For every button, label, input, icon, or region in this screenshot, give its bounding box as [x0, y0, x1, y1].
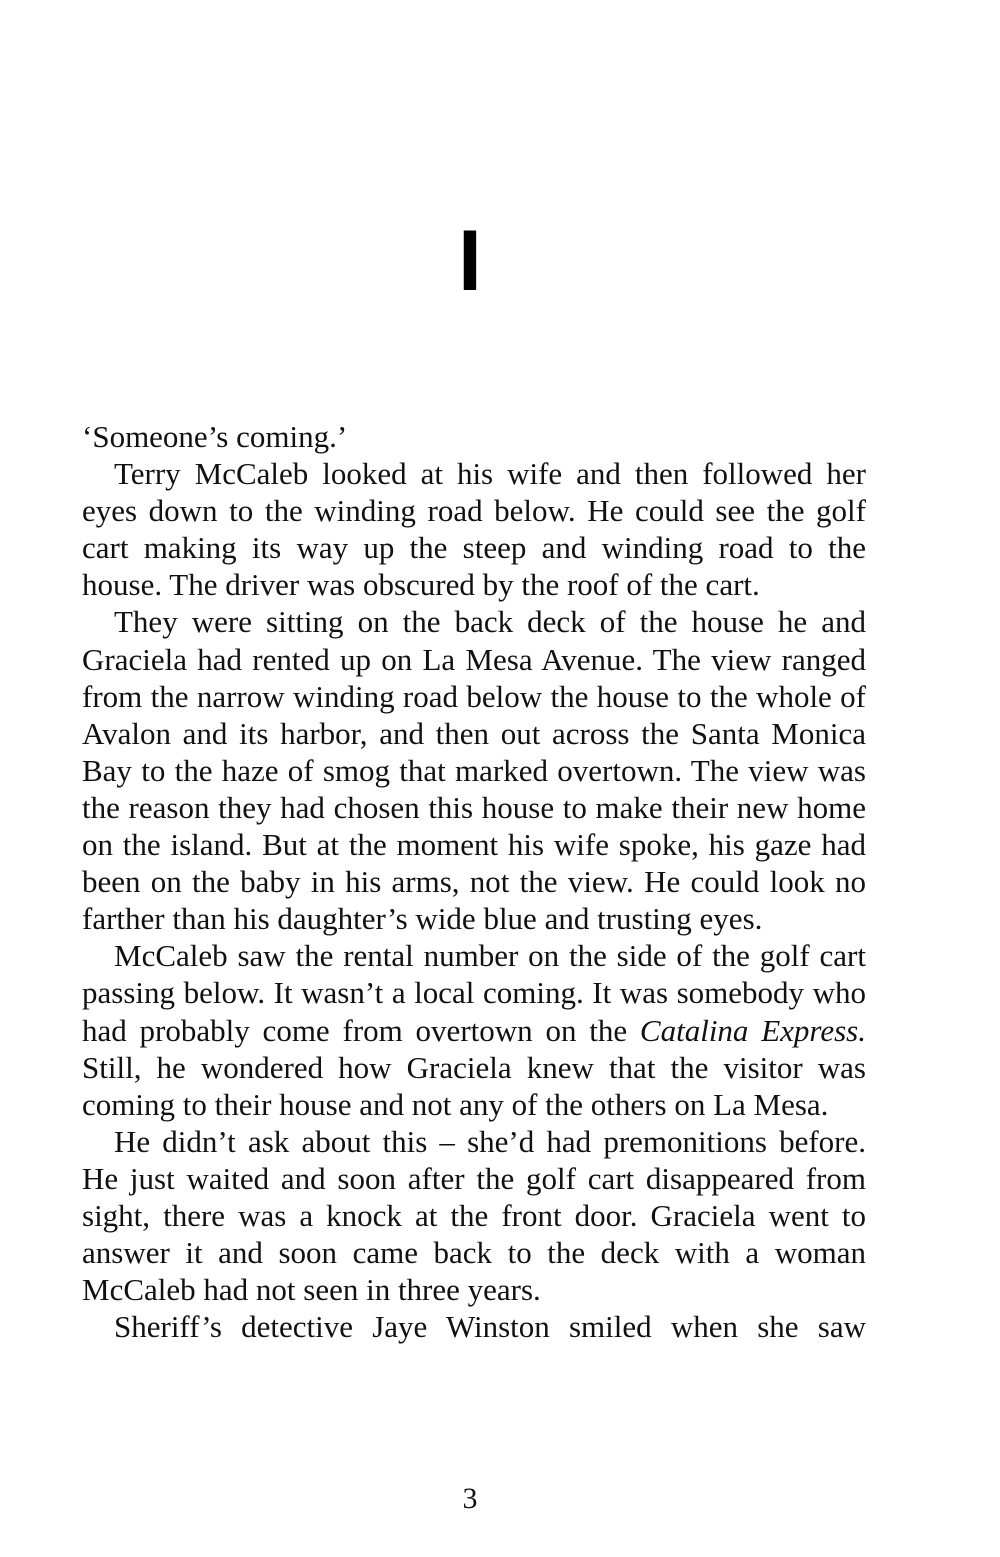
paragraph-5: He didn’t ask about this – she’d had premonitions before. He just waited and soon after the golf cart disappeared from sight, there was a knock at the front door. Graciela went to answer it and soon came back to the deck with a woman McCaleb had not seen in three years.	[82, 1123, 866, 1308]
body-text	[82, 418, 866, 1345]
page-number: 3	[462, 1482, 478, 1515]
ship-name-italic: Catalina Express.	[639, 1012, 866, 1048]
paragraph-4	[82, 937, 866, 1122]
paragraph-1: ‘Someone’s coming.’	[82, 419, 348, 454]
chapter-number: I	[458, 213, 482, 309]
paragraph-3: They were sitting on the back deck of the house he and Graciela had rented up on La Mesa Avenue. The view ranged from the narrow winding road below the house to the whole of Avalon and its harbor, and then out across the Santa Monica Bay to the haze of smog that marked overtown. The view was the reason they had chosen this house to make their new home on the island. But at the moment his wife spoke, his gaze had been on the baby in his arms, not the view. He could look no farther than his daughter’s wide blue and trusting eyes.	[82, 604, 866, 937]
paragraph-2: Terry McCaleb looked at his wife and then followed her eyes down to the winding road below. He could see the golf cart making its way up the steep and winding road to the house. The driver was obscured by the roof of the cart.	[82, 456, 866, 603]
paragraph-4-before: McCaleb saw the rental number on the side of the golf cart passing below. It wasn’t a local coming. It was somebody who had probably come from overtown on the	[82, 938, 866, 1048]
paragraph-6: Sheriff’s detective Jaye Winston smiled when she saw	[114, 1309, 866, 1345]
paragraph-4-after: Still, he wondered how Graciela knew that the visitor was coming to their house and not any of the others on La Mesa.	[82, 1049, 866, 1122]
